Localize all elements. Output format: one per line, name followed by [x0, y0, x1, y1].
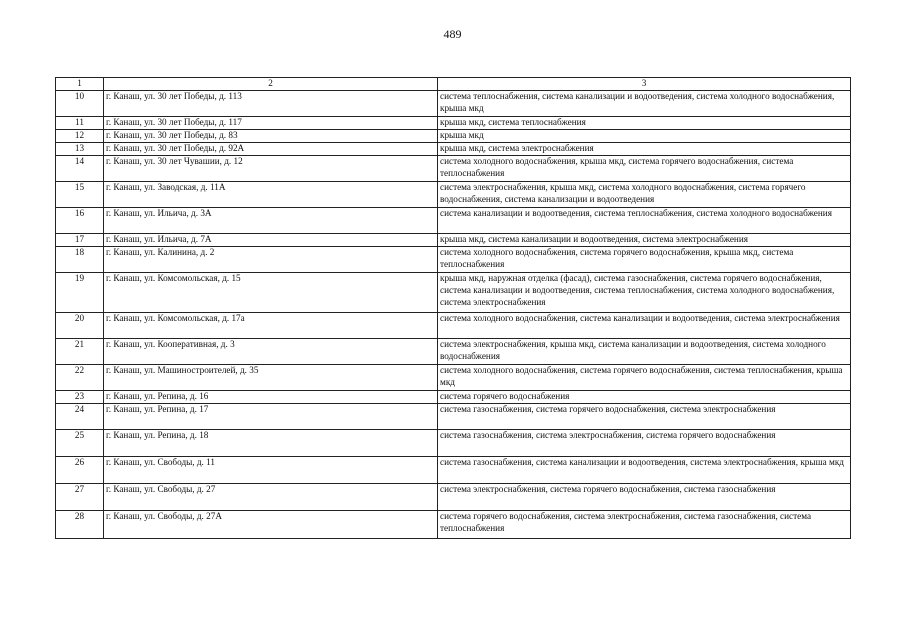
- table-row: [56, 129, 851, 142]
- address-cell: г. Канаш, ул. Калинина, д. 2: [104, 246, 438, 272]
- table-row: [56, 456, 851, 483]
- column-header-address: 2: [104, 78, 438, 91]
- houses-table: [55, 77, 851, 539]
- table-row: [56, 116, 851, 129]
- table-row: [56, 142, 851, 155]
- row-number-cell: 15: [56, 181, 104, 207]
- systems-cell: система горячего водоснабжения: [438, 390, 851, 403]
- address-cell: г. Канаш, ул. 30 лет Чувашии, д. 12: [104, 155, 438, 181]
- systems-cell: крыша мкд, система канализации и водоотведения, система электроснабжения: [438, 233, 851, 246]
- systems-cell: система холодного водоснабжения, система канализации и водоотведения, система электроснабжения: [438, 312, 851, 338]
- table-row: [56, 483, 851, 510]
- row-number-cell: 27: [56, 483, 104, 510]
- table-row: [56, 312, 851, 338]
- row-number-cell: 20: [56, 312, 104, 338]
- address-cell: г. Канаш, ул. Ильича, д. 3А: [104, 207, 438, 233]
- address-cell: г. Канаш, ул. Репина, д. 17: [104, 403, 438, 429]
- table-row: [56, 403, 851, 429]
- table-row: [56, 272, 851, 312]
- table-row: [56, 390, 851, 403]
- address-cell: г. Канаш, ул. Репина, д. 16: [104, 390, 438, 403]
- row-number-cell: 25: [56, 429, 104, 456]
- address-cell: г. Канаш, ул. Свободы, д. 27А: [104, 510, 438, 538]
- table-row: [56, 364, 851, 390]
- systems-cell: система теплоснабжения, система канализации и водоотведения, система холодного водоснабжения, крыша мкд: [438, 90, 851, 116]
- table-row: [56, 246, 851, 272]
- systems-cell: система канализации и водоотведения, система теплоснабжения, система холодного водоснабжения: [438, 207, 851, 233]
- systems-cell: система газоснабжения, система канализации и водоотведения, система электроснабжения, крыша мкд: [438, 456, 851, 483]
- row-number-cell: 12: [56, 129, 104, 142]
- address-cell: г. Канаш, ул. Свободы, д. 27: [104, 483, 438, 510]
- column-header-number: 1: [56, 78, 104, 91]
- systems-cell: крыша мкд, наружная отделка (фасад), система газоснабжения, система горячего водоснабжения, система канализации и водоотведения, система теплоснабжения, система холодного водоснабжения, система электроснабжения: [438, 272, 851, 312]
- row-number-cell: 18: [56, 246, 104, 272]
- row-number-cell: 16: [56, 207, 104, 233]
- systems-cell: крыша мкд, система теплоснабжения: [438, 116, 851, 129]
- address-cell: г. Канаш, ул. Ильича, д. 7А: [104, 233, 438, 246]
- row-number-cell: 13: [56, 142, 104, 155]
- table-header-row: [56, 78, 851, 91]
- address-cell: г. Канаш, ул. Комсомольская, д. 15: [104, 272, 438, 312]
- systems-cell: система электроснабжения, крыша мкд, система канализации и водоотведения, система холодного водоснабжения: [438, 338, 851, 364]
- row-number-cell: 19: [56, 272, 104, 312]
- table-body: [56, 90, 851, 538]
- systems-cell: система газоснабжения, система горячего водоснабжения, система электроснабжения: [438, 403, 851, 429]
- row-number-cell: 11: [56, 116, 104, 129]
- systems-cell: система газоснабжения, система электроснабжения, система горячего водоснабжения: [438, 429, 851, 456]
- systems-cell: крыша мкд: [438, 129, 851, 142]
- address-cell: г. Канаш, ул. 30 лет Победы, д. 113: [104, 90, 438, 116]
- address-cell: г. Канаш, ул. 30 лет Победы, д. 83: [104, 129, 438, 142]
- row-number-cell: 23: [56, 390, 104, 403]
- address-cell: г. Канаш, ул. Машиностроителей, д. 35: [104, 364, 438, 390]
- row-number-cell: 14: [56, 155, 104, 181]
- table-row: [56, 155, 851, 181]
- systems-cell: система электроснабжения, крыша мкд, система холодного водоснабжения, система горячего водоснабжения, система канализации и водоотведения: [438, 181, 851, 207]
- address-cell: г. Канаш, ул. Кооперативная, д. 3: [104, 338, 438, 364]
- table-row: [56, 510, 851, 538]
- column-header-systems: 3: [438, 78, 851, 91]
- address-cell: г. Канаш, ул. Комсомольская, д. 17а: [104, 312, 438, 338]
- row-number-cell: 22: [56, 364, 104, 390]
- table-row: [56, 207, 851, 233]
- row-number-cell: 24: [56, 403, 104, 429]
- systems-cell: система холодного водоснабжения, крыша мкд, система горячего водоснабжения, система теплоснабжения: [438, 155, 851, 181]
- page-number: 489: [443, 27, 462, 41]
- row-number-cell: 17: [56, 233, 104, 246]
- systems-cell: система холодного водоснабжения, система горячего водоснабжения, система теплоснабжения, крыша мкд: [438, 364, 851, 390]
- table-row: [56, 181, 851, 207]
- address-cell: г. Канаш, ул. 30 лет Победы, д. 117: [104, 116, 438, 129]
- address-cell: г. Канаш, ул. Репина, д. 18: [104, 429, 438, 456]
- address-cell: г. Канаш, ул. 30 лет Победы, д. 92А: [104, 142, 438, 155]
- systems-cell: крыша мкд, система электроснабжения: [438, 142, 851, 155]
- table-row: [56, 429, 851, 456]
- row-number-cell: 26: [56, 456, 104, 483]
- systems-cell: система электроснабжения, система горячего водоснабжения, система газоснабжения: [438, 483, 851, 510]
- systems-cell: система холодного водоснабжения, система горячего водоснабжения, крыша мкд, система теплоснабжения: [438, 246, 851, 272]
- address-cell: г. Канаш, ул. Заводская, д. 11А: [104, 181, 438, 207]
- table-row: [56, 233, 851, 246]
- row-number-cell: 21: [56, 338, 104, 364]
- row-number-cell: 10: [56, 90, 104, 116]
- table-row: [56, 90, 851, 116]
- table-row: [56, 338, 851, 364]
- systems-cell: система горячего водоснабжения, система электроснабжения, система газоснабжения, система теплоснабжения: [438, 510, 851, 538]
- row-number-cell: 28: [56, 510, 104, 538]
- address-cell: г. Канаш, ул. Свободы, д. 11: [104, 456, 438, 483]
